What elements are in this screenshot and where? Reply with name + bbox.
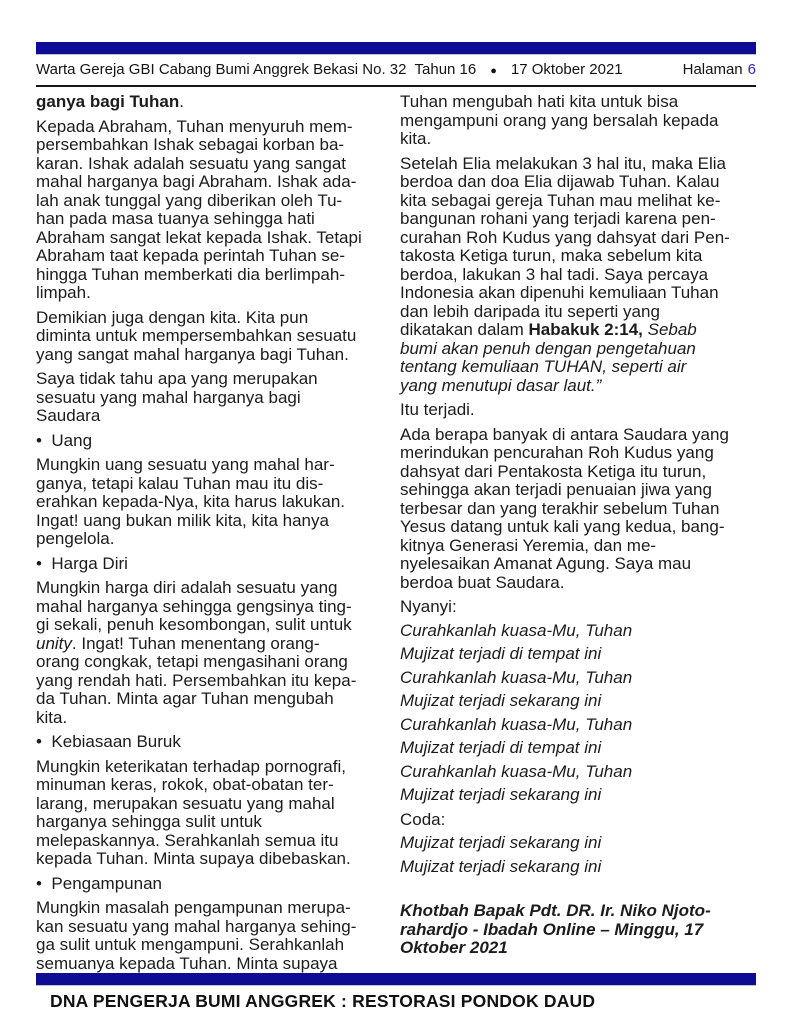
text-line (36, 813, 388, 832)
text-line (36, 616, 388, 635)
text-segment: erahkan kepada-Nya, kita harus lakukan. (36, 492, 346, 511)
newsletter-title: Warta Gereja GBI Cabang Bumi Anggrek Bekasi No. 32 Tahun 16 (36, 61, 477, 78)
text-line (400, 112, 756, 131)
text-line (36, 598, 388, 617)
text-segment: sehingga akan terjadi penuaian jiwa yang (400, 480, 712, 499)
text-segment: ganya, tetapi kalau Tuhan mau itu dis- (36, 473, 324, 493)
text-segment: kita. (36, 707, 68, 727)
text-segment: karan. Ishak adalah sesuatu yang sangat (36, 153, 346, 173)
text-line (36, 309, 388, 328)
text-segment: Mungkin harga diri adalah sesuatu yang (36, 578, 338, 597)
footer-slogan: DNA PENGERJA BUMI ANGGREK : RESTORASI PONDOK DAUD (50, 991, 596, 1011)
text-segment: melepaskannya. Serahkanlah semua itu (36, 830, 339, 850)
header-bar (36, 42, 756, 55)
text-segment: yang menutupi dasar laut.” (400, 375, 602, 395)
text-segment: han pada masa tuanya sehingga hati (36, 209, 315, 228)
article-body (36, 93, 756, 973)
text-line (36, 635, 388, 654)
header-date: 17 Oktober 2021 (510, 61, 623, 78)
text-line (36, 456, 388, 475)
text-line (36, 709, 388, 728)
text-segment: • Uang (36, 430, 93, 450)
text-segment: orang congkak, tetapi mengasihani orang (36, 652, 348, 671)
text-line (36, 370, 388, 389)
text-segment: bumi akan penuh dengan pengetahuan (400, 338, 696, 358)
paragraph (36, 875, 388, 894)
paragraph (400, 786, 756, 805)
text-segment: Curahkanlah kuasa-Mu, Tuhan (400, 761, 633, 781)
text-segment: • Kebiasaan Buruk (36, 732, 181, 751)
text-line (400, 858, 756, 877)
text-segment: pengelola. (36, 529, 115, 548)
text-line (36, 555, 388, 574)
text-segment: dahsyat dari Pentakosta Ketiga itu turun, (400, 461, 707, 481)
text-segment: curahan Roh Kudus yang dahsyat dari Pen- (400, 227, 730, 247)
text-segment: Mujizat terjadi sekarang ini (400, 691, 602, 710)
text-segment: . (179, 93, 184, 111)
text-segment: Yesus datang untuk kali yang kedua, bang- (400, 517, 725, 536)
sermon-credit (400, 902, 756, 958)
text-segment: nyelesaikan Amanat Agung. Saya mau (400, 554, 692, 573)
text-line (400, 939, 756, 958)
footer-bar (36, 973, 756, 986)
text-line (400, 555, 756, 574)
text-segment: Kepada Abraham, Tuhan menyuruh mem- (36, 116, 353, 136)
text-line (400, 173, 756, 192)
text-line (400, 786, 756, 805)
text-segment: Coda: (400, 809, 446, 829)
text-line (36, 653, 388, 672)
paragraph (36, 370, 388, 426)
text-segment: da Tuhan. Minta agar Tuhan mengubah (36, 689, 334, 708)
text-segment: Mujizat terjadi sekarang ini (400, 856, 602, 876)
paragraph (400, 716, 756, 735)
text-segment: hingga Tuhan memberkati dia berlimpah- (36, 264, 346, 284)
text-line (36, 266, 388, 285)
paragraph (36, 758, 388, 869)
text-line (36, 850, 388, 869)
text-segment: harganya sehingga sulit untuk (36, 812, 262, 831)
text-line (36, 432, 388, 451)
text-segment: Itu terjadi. (400, 400, 475, 419)
text-line (36, 955, 388, 974)
text-line (36, 173, 388, 192)
text-segment: dikatakan dalam (400, 320, 529, 339)
text-segment: Habakuk 2:14, (528, 320, 643, 339)
text-line (36, 690, 388, 709)
paragraph (36, 93, 388, 112)
text-line (400, 444, 756, 463)
text-line (400, 192, 756, 211)
text-line (400, 93, 756, 112)
text-segment: dan lebih daripada itu seperti yang (400, 301, 660, 321)
text-line (400, 340, 756, 359)
text-line (400, 716, 756, 735)
text-line (400, 500, 756, 519)
text-segment: Curahkanlah kuasa-Mu, Tuhan (400, 714, 633, 734)
text-segment: Mujizat terjadi sekarang ini (400, 785, 602, 804)
header-rule (36, 85, 756, 87)
text-segment: mengampuni orang yang bersalah kepada (400, 110, 719, 130)
paragraph (400, 834, 756, 853)
text-segment: berdoa dan doa Elia dijawab Tuhan. Kalau (400, 172, 720, 191)
text-line (400, 763, 756, 782)
text-segment: rahardjo - Ibadah Online – Minggu, 17 (400, 919, 704, 939)
text-line (400, 481, 756, 500)
paragraph (36, 118, 388, 303)
text-line (400, 266, 756, 285)
paragraph (400, 622, 756, 641)
text-line (400, 537, 756, 556)
text-line (36, 284, 388, 303)
text-segment: Mungkin keterikatan terhadap pornografi, (36, 756, 346, 776)
text-segment: kita sebagai gereja Tuhan mau melihat ke- (400, 190, 721, 210)
text-segment: Mujizat terjadi sekarang ini (400, 833, 602, 852)
text-segment: unity (36, 633, 72, 653)
paragraph (36, 555, 388, 574)
text-segment: Ingat! uang bukan milik kita, kita hanya (36, 510, 329, 530)
text-line (36, 327, 388, 346)
text-segment: Saya tidak tahu apa yang merupakan (36, 369, 318, 388)
text-segment: takosta Ketiga turun, maka sebelum kita (400, 246, 703, 265)
text-line (36, 210, 388, 229)
text-line (36, 346, 388, 365)
left-column (36, 93, 388, 973)
paragraph (400, 645, 756, 664)
text-line (36, 672, 388, 691)
bullet-separator-icon: ● (490, 65, 497, 77)
text-line (400, 598, 756, 617)
text-segment: Ada berapa banyak di antara Saudara yang (400, 424, 729, 444)
text-segment: • Harga Diri (36, 553, 128, 573)
text-line (400, 210, 756, 229)
text-line (36, 389, 388, 408)
text-line (36, 118, 388, 137)
text-line (400, 921, 756, 940)
text-line (400, 463, 756, 482)
text-line (36, 192, 388, 211)
text-segment: sesuatu yang mahal harganya bagi (36, 387, 301, 407)
text-line (36, 795, 388, 814)
paragraph (400, 426, 756, 593)
text-line (400, 229, 756, 248)
text-line (36, 579, 388, 598)
text-segment: minuman keras, rokok, obat-obatan ter- (36, 775, 334, 794)
text-line (400, 284, 756, 303)
paragraph (36, 456, 388, 549)
text-line (36, 155, 388, 174)
text-segment: lah anak tunggal yang diberikan oleh Tu- (36, 190, 343, 210)
text-segment: Oktober 2021 (400, 938, 508, 957)
text-segment: larang, merupakan sesuatu yang mahal (36, 793, 335, 813)
text-line (400, 518, 756, 537)
text-segment: bangunan rohani yang terjadi karena pen- (400, 209, 716, 228)
page-label: Halaman (682, 61, 743, 78)
text-line (400, 130, 756, 149)
text-line (36, 530, 388, 549)
text-segment: Abraham sangat lekat kepada Ishak. Tetapi (36, 227, 362, 247)
text-line (36, 493, 388, 512)
text-segment: terbesar dan yang terakhir sebelum Tuhan (400, 498, 720, 518)
right-column (400, 93, 756, 973)
text-segment: kitnya Generasi Yeremia, dan me- (400, 535, 657, 555)
text-line (36, 936, 388, 955)
text-line (36, 229, 388, 248)
text-segment: mahal harganya sehingga gengsinya ting- (36, 596, 352, 616)
text-segment: yang rendah hati. Persembahkan itu kepa- (36, 670, 357, 690)
text-line (400, 321, 756, 340)
text-segment: Indonesia akan dipenuhi kemuliaan Tuhan (400, 283, 719, 302)
text-segment: Nyanyi: (400, 597, 457, 616)
text-segment: diminta untuk mempersembahkan sesuatu (36, 326, 357, 345)
text-segment: ganya bagi Tuhan (36, 93, 180, 111)
text-line (36, 832, 388, 851)
text-segment: Abraham taat kepada perintah Tuhan se- (36, 246, 346, 265)
text-line (400, 401, 756, 420)
text-line (400, 247, 756, 266)
text-segment: kita. (400, 129, 432, 148)
text-line (400, 155, 756, 174)
paragraph (400, 93, 756, 149)
text-line (400, 426, 756, 445)
text-line (36, 758, 388, 777)
text-segment: persembahkan Ishak sebagai korban ba- (36, 135, 345, 154)
text-segment: Mujizat terjadi di tempat ini (400, 644, 602, 663)
text-segment: ga sulit untuk mengampuni. Serahkanlah (36, 935, 345, 954)
text-segment: merindukan pencurahan Roh Kudus yang (400, 443, 714, 462)
text-segment: limpah. (36, 283, 91, 302)
text-line (36, 733, 388, 752)
text-segment: Mujizat terjadi di tempat ini (400, 738, 602, 757)
text-line (400, 692, 756, 711)
text-line (400, 358, 756, 377)
text-segment: Mungkin masalah pengampunan merupa- (36, 898, 351, 917)
text-line (400, 811, 756, 830)
paragraph (400, 811, 756, 830)
text-segment: berdoa, lakukan 3 hal tadi. Saya percaya (400, 264, 709, 284)
text-line (36, 776, 388, 795)
text-segment: Tuhan mengubah hati kita untuk bisa (400, 93, 679, 111)
paragraph (36, 899, 388, 973)
text-line (400, 574, 756, 593)
text-segment: berdoa buat Saudara. (400, 572, 565, 592)
text-line (36, 475, 388, 494)
text-line (36, 875, 388, 894)
paragraph (36, 733, 388, 752)
text-segment: tentang kemuliaan TUHAN, seperti air (400, 357, 687, 376)
text-line (36, 136, 388, 155)
text-segment: gi sekali, penuh kesombongan, sulit untuk (36, 615, 352, 634)
text-line (400, 377, 756, 396)
text-line (36, 512, 388, 531)
text-segment: Saudara (36, 406, 101, 425)
paragraph (400, 669, 756, 688)
text-segment: . Ingat! Tuhan menentang orang- (71, 633, 320, 653)
text-line (400, 902, 756, 921)
text-line (400, 739, 756, 758)
text-line (36, 247, 388, 266)
text-line (400, 645, 756, 664)
text-line (36, 407, 388, 426)
text-segment: Mungkin uang sesuatu yang mahal har- (36, 455, 335, 474)
page-header (36, 42, 756, 87)
text-segment: Curahkanlah kuasa-Mu, Tuhan (400, 667, 633, 687)
paragraph (400, 692, 756, 711)
text-line (400, 622, 756, 641)
header-row (36, 55, 756, 85)
text-line (36, 899, 388, 918)
text-line (36, 918, 388, 937)
text-segment: Sebab (647, 320, 697, 339)
text-segment: kepada Tuhan. Minta supaya dibebaskan. (36, 849, 351, 868)
text-segment: Setelah Elia melakukan 3 hal itu, maka Elia (400, 153, 727, 173)
text-segment: Curahkanlah kuasa-Mu, Tuhan (400, 620, 633, 640)
paragraph (400, 739, 756, 758)
text-segment: yang sangat mahal harganya bagi Tuhan. (36, 344, 349, 364)
text-segment: semuanya kepada Tuhan. Minta supaya (36, 953, 338, 973)
paragraph (400, 155, 756, 396)
paragraph (36, 432, 388, 451)
paragraph (36, 309, 388, 365)
paragraph (400, 763, 756, 782)
paragraph (400, 858, 756, 877)
text-line (400, 303, 756, 322)
text-line (400, 669, 756, 688)
text-line (36, 93, 388, 112)
paragraph (36, 579, 388, 727)
text-segment: Demikian juga dengan kita. Kita pun (36, 307, 309, 327)
paragraph (400, 401, 756, 420)
text-segment: Khotbah Bapak Pdt. DR. Ir. Niko Njoto- (400, 901, 711, 920)
paragraph (400, 598, 756, 617)
page-footer (36, 973, 756, 1012)
text-segment: • Pengampunan (36, 873, 162, 893)
text-line (400, 834, 756, 853)
text-segment: kan sesuatu yang mahal harganya sehing- (36, 916, 357, 936)
page-number: 6 (747, 61, 756, 78)
text-segment: mahal harganya bagi Abraham. Ishak ada- (36, 172, 357, 191)
